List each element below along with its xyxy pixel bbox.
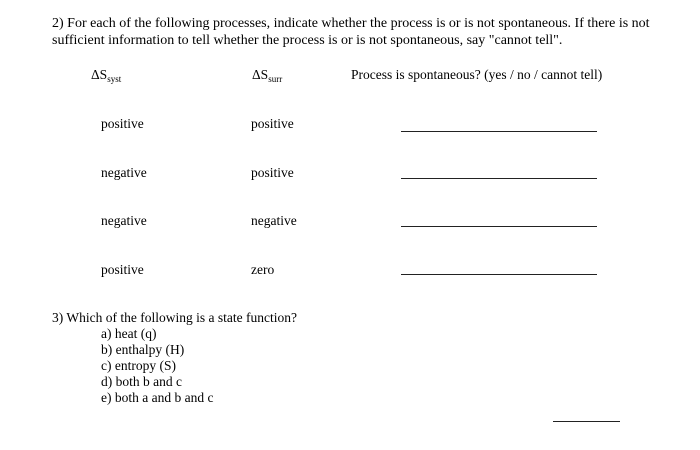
row-2-surr: positive	[251, 165, 294, 180]
header-delta-s-surr-symbol: ΔS	[252, 67, 269, 82]
header-delta-s-surr	[252, 67, 282, 87]
choice-c: c) entropy (S)	[101, 358, 176, 373]
header-delta-s-syst-subscript: syst	[107, 74, 122, 84]
row-3-syst: negative	[101, 213, 147, 228]
row-4-answer-blank[interactable]	[401, 274, 597, 275]
header-delta-s-syst	[91, 67, 121, 87]
row-1-syst: positive	[101, 116, 144, 131]
row-3-surr: negative	[251, 213, 297, 228]
header-spontaneous: Process is spontaneous? (yes / no / cannot tell)	[351, 67, 603, 82]
header-delta-s-syst-symbol: ΔS	[91, 67, 108, 82]
row-3-answer-blank[interactable]	[401, 226, 597, 227]
row-1-answer-blank[interactable]	[401, 131, 597, 132]
choice-b: b) enthalpy (H)	[101, 342, 185, 357]
row-4-syst: positive	[101, 262, 144, 277]
row-2-syst: negative	[101, 165, 147, 180]
row-2-answer-blank[interactable]	[401, 178, 597, 179]
question-3-text: 3) Which of the following is a state function?	[52, 310, 297, 325]
question-2-text: 2) For each of the following processes, indicate whether the process is or is not spontaneous. If there is not sufficient information to tell whether the process is or is not spontaneous, say "cannot tell".	[52, 16, 650, 48]
row-4-surr: zero	[251, 262, 275, 277]
choice-d: d) both b and c	[101, 374, 182, 389]
question-3-answer-blank[interactable]	[553, 421, 620, 422]
choice-a: a) heat (q)	[101, 326, 157, 341]
choice-e: e) both a and b and c	[101, 390, 214, 405]
header-delta-s-surr-subscript: surr	[268, 74, 283, 84]
row-1-surr: positive	[251, 116, 294, 131]
